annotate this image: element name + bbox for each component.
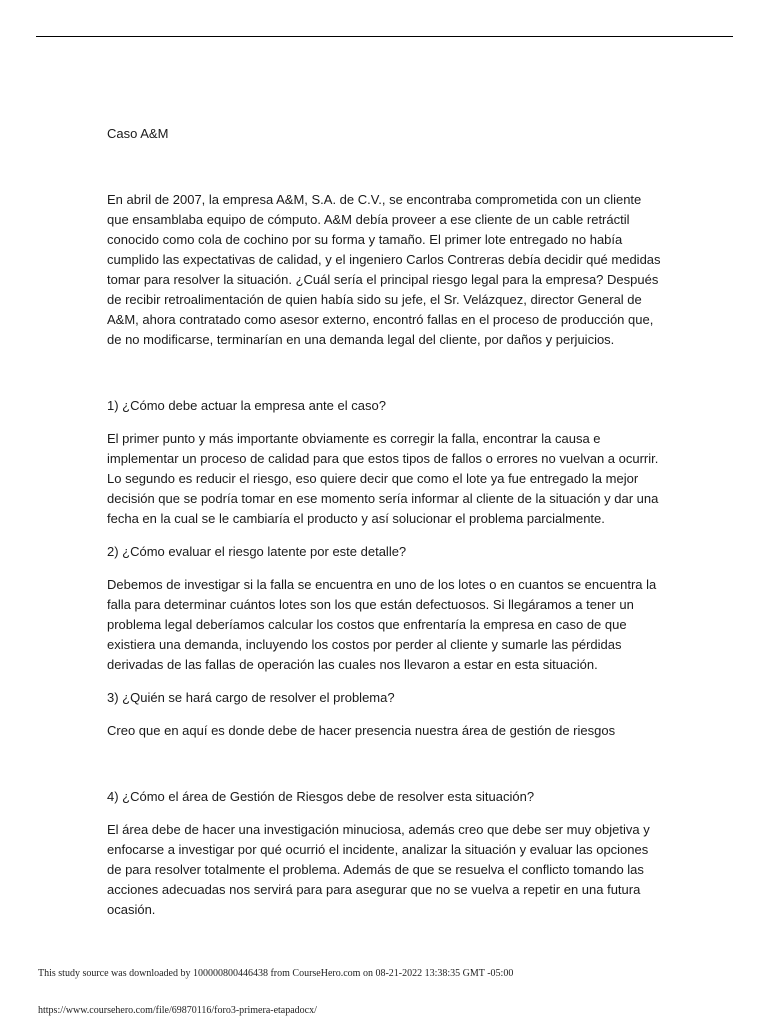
download-notice: This study source was downloaded by 100000800446438 from CourseHero.com on 08-21-2022 13:38:35 GMT -05:00 — [38, 968, 514, 979]
question-1: 1) ¿Cómo debe actuar la empresa ante el caso? — [107, 398, 386, 413]
answer-2: Debemos de investigar si la falla se encuentra en uno de los lotes o en cuantos se encuentra la falla para determinar cuántos lotes son los que están defectuosos. Si llegáramos a tener un problema legal deberíamos calcular los costos que enfrentaría la empresa en caso de que existiera una demanda, incluyendo los costos por perder al cliente y sumarle las pérdidas derivadas de las fallas de operación las cuales nos llevaron a estar en esta situación. — [107, 577, 657, 672]
header-rule — [36, 36, 733, 37]
question-4: 4) ¿Cómo el área de Gestión de Riesgos debe de resolver esta situación? — [107, 789, 535, 804]
document-body — [107, 124, 663, 933]
document-title: Caso A&M — [107, 126, 169, 141]
question-3: 3) ¿Quién se hará cargo de resolver el problema? — [107, 690, 395, 705]
intro-paragraph: En abril de 2007, la empresa A&M, S.A. de C.V., se encontraba comprometida con un cliente que ensamblaba equipo de cómputo. A&M debía proveer a ese cliente de un cable retráctil conocido como cola de cochino por su forma y tamaño. El primer lote entregado no había cumplido las expectativas de calidad, y el ingeniero Carlos Contreras debía decidir qué medidas tomar para resolver la situación. ¿Cuál sería el principal riesgo legal para la empresa? Después de recibir retroalimentación de quien había sido su jefe, el Sr. Velázquez, director General de A&M, ahora contratado como asesor externo, encontró fallas en el proceso de producción que, de no modificarse, terminarían en una demanda legal del cliente, por daños y perjuicios. — [107, 192, 661, 347]
answer-4: El área debe de hacer una investigación minuciosa, además creo que debe ser muy objetiva y enfocarse a investigar por qué ocurrió el incidente, analizar la situación y evaluar las opciones de para resolver totalmente el problema. Además de que se resuelva el conflicto tomando las acciones adecuadas nos servirá para para asegurar que no se vuelva a repetir en una futura ocasión. — [107, 822, 650, 917]
source-url-link[interactable]: https://www.coursehero.com/file/69870116/foro3-primera-etapadocx/ — [38, 1005, 317, 1016]
question-2: 2) ¿Cómo evaluar el riesgo latente por este detalle? — [107, 544, 407, 559]
answer-3: Creo que en aquí es donde debe de hacer presencia nuestra área de gestión de riesgos — [107, 723, 616, 738]
answer-1: El primer punto y más importante obviamente es corregir la falla, encontrar la causa e implementar un proceso de calidad para que estos tipos de fallos o errores no vuelvan a ocurrir. Lo segundo es reducir el riesgo, eso quiere decir que como el lote ya fue entregado la mejor decisión que se podría tomar en ese momento sería informar al cliente de la situación y dar una fecha en la cual se le cambiaría el producto y así solucionar el problema parcialmente. — [107, 431, 659, 526]
